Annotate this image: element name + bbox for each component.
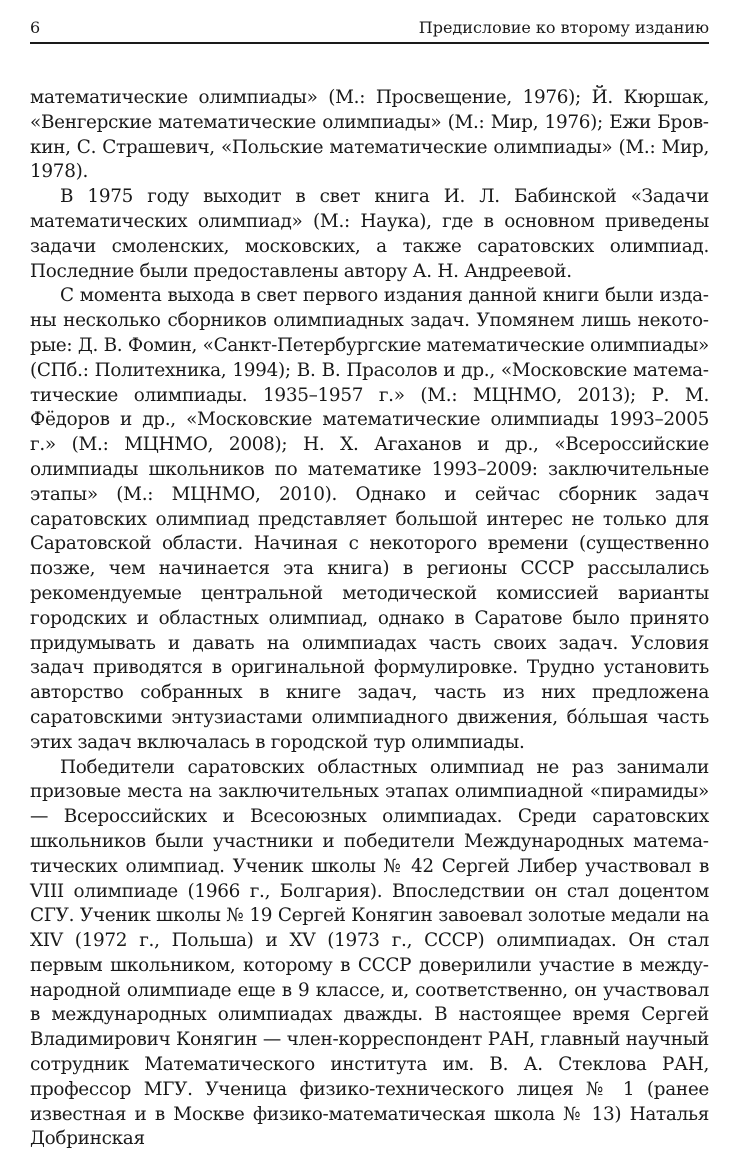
running-title: Предисловие ко второму изданию <box>418 18 709 37</box>
running-header <box>30 0 709 44</box>
paragraph: Победители саратовских областных олимпиад не раз занимали призовые места на заключительных этапах олимпиадной «пирамиды» — Всероссийских и Всесоюзных олимпиадах. Среди саратовских школьников были участники и победители Международных математических олимпиад. Ученик школы № 42 Сергей Либер участвовал в VIII олимпиаде (1966 г., Болгария). Впоследствии он стал доцентом СГУ. Ученик школы № 19 Сергей Конягин завоевал золотые медали на XIV (1972 г., Польша) и XV (1973 г., СССР) олимпиадах. Он стал первым школьником, которому в СССР доверилили участие в международной олимпиаде еще в 9 классе, и, соответственно, он участвовал в международных олимпиадах дважды. В настоящее время Сергей Владимирович Конягин — член-корреспондент РАН, главный научный сотрудник Математического института им. В. А. Стеклова РАН, профессор МГУ. Ученица физико-технического лицея № 1 (ранее известная и в Москве физико-математическая школа № 13) Наталья Добринская <box>30 756 709 1150</box>
book-page <box>30 0 709 1152</box>
paragraph-continuation: математические олимпиады» (М.: Просвещение, 1976); Й. Кюршак, «Венгерские математические олимпиады» (М.: Мир, 1976); Ежи Бровкин, С. Страшевич, «Польские математические олимпиады» (М.: Мир, 1978). <box>30 87 709 183</box>
body-text <box>30 86 709 1152</box>
page-number: 6 <box>30 18 41 37</box>
paragraph: В 1975 году выходит в свет книга И. Л. Бабинской «Задачи математических олимпиад» (М.: Наука), где в основном приведены задачи смоленских, московских, а также саратовских олимпиад. Последние были предоставлены автору А. Н. Андреевой. <box>30 186 709 282</box>
paragraph: С момента выхода в свет первого издания данной книги были изданы несколько сборников олимпиадных задач. Упомянем лишь некоторые: Д. В. Фомин, «Санкт-Петербургские математические олимпиады» (СПб.: Политехника, 1994); В. В. Прасолов и др., «Московские математические олимпиады. 1935–1957 г.» (М.: МЦНМО, 2013); Р. М. Фёдоров и др., «Московские математические олимпиады 1993–2005 г.» (М.: МЦНМО, 2008); Н. Х. Агаханов и др., «Всероссийские олимпиады школьников по математике 1993–2009: заключительные этапы» (М.: МЦНМО, 2010). Однако и сейчас сборник задач саратовских олимпиад представляет большой интерес не только для Саратовской области. Начиная с некоторого времени (существенно позже, чем начинается эта книга) в регионы СССР рассылались рекомендуемые центральной методической комиссией варианты городских и областных олимпиад, однако в Саратове было принято придумывать и давать на олимпиадах часть своих задач. Условия задач приводятся в оригинальной формулировке. Трудно установить авторство собранных в книге задач, часть из них предложена саратовскими энтузиастами олимпиадного движения, бóльшая часть этих задач включалась в городской тур олимпиады. <box>30 285 709 753</box>
